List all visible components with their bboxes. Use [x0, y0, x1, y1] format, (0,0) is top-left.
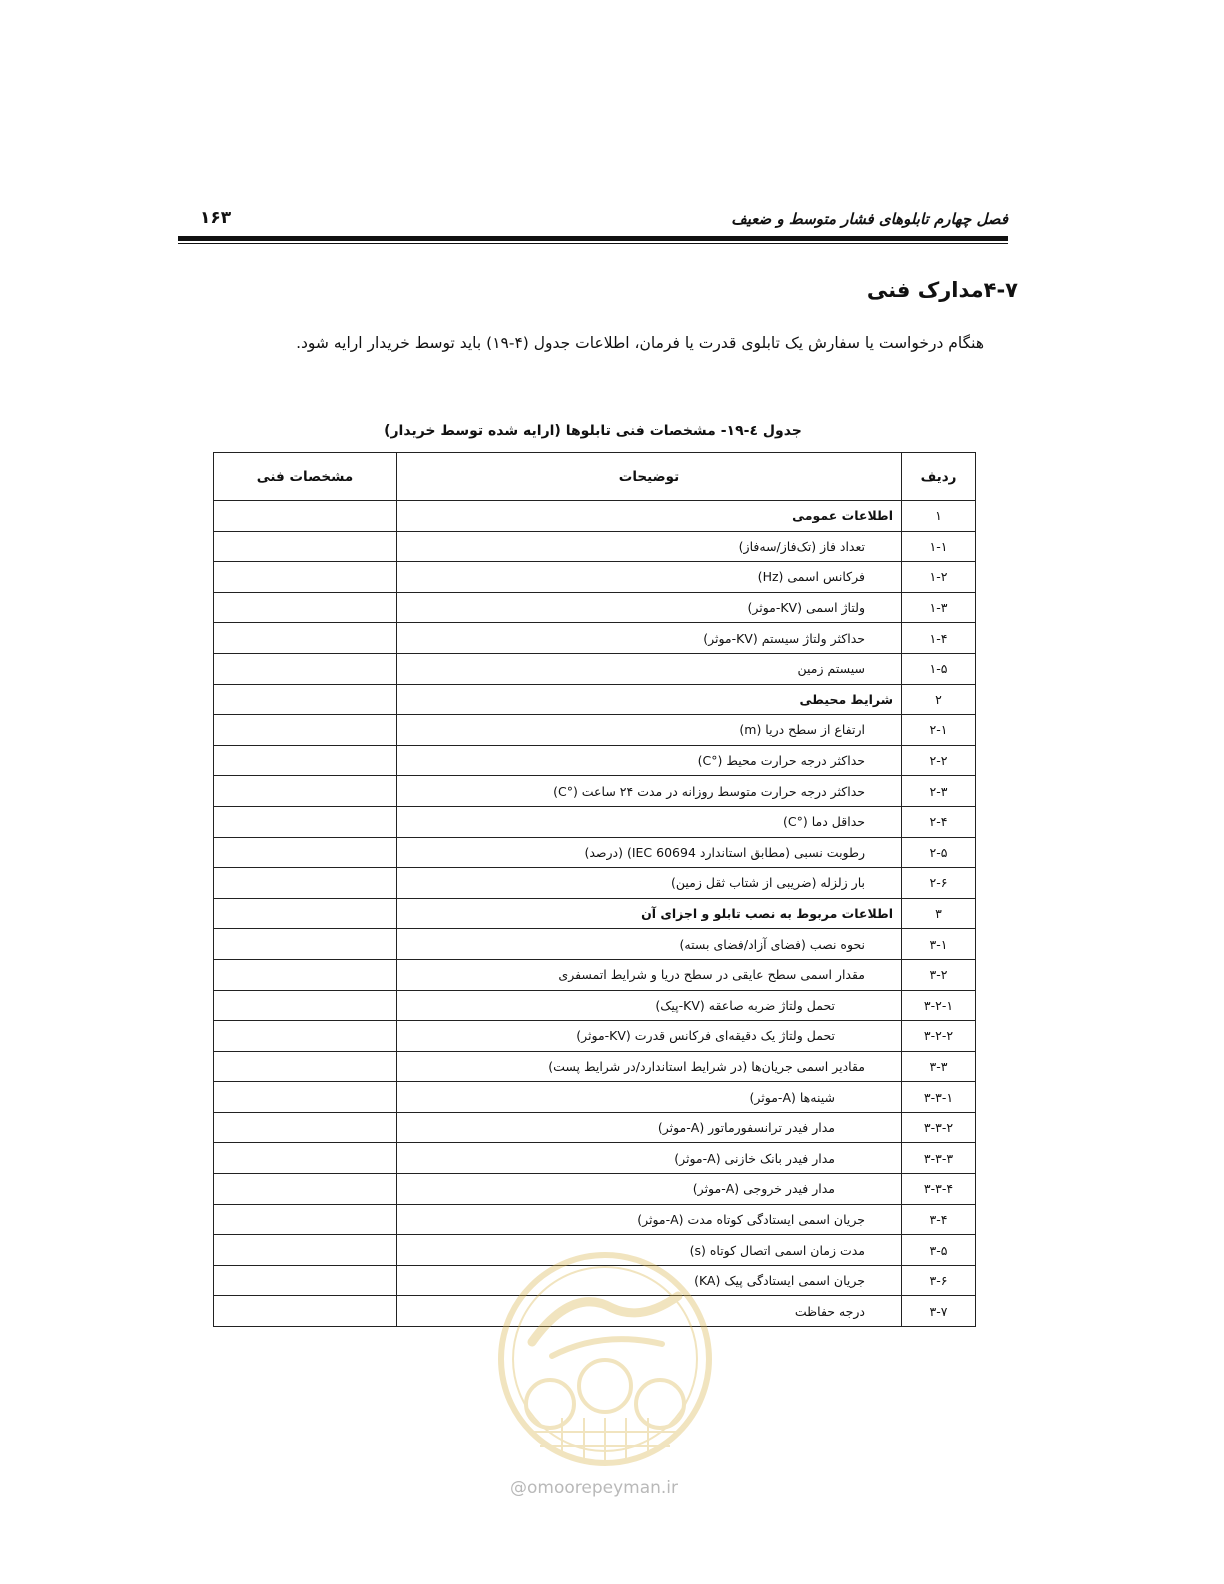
spec-value-cell[interactable] — [214, 1174, 397, 1205]
header-description: توضیحات — [397, 453, 902, 501]
row-number-cell: ۳-۳-۳ — [902, 1143, 976, 1174]
spec-value-cell[interactable] — [214, 776, 397, 807]
table-row — [214, 1174, 976, 1205]
description-cell: شینه‌ها (A-موثر) — [397, 1082, 902, 1113]
row-number-cell: ۱-۳ — [902, 592, 976, 623]
spec-value-cell[interactable] — [214, 868, 397, 899]
row-number-cell: ۲-۳ — [902, 776, 976, 807]
description-cell: فرکانس اسمی (Hz) — [397, 562, 902, 593]
table-row — [214, 959, 976, 990]
description-cell: اطلاعات مربوط به نصب تابلو و اجزای آن — [397, 898, 902, 929]
table-body — [214, 501, 976, 1327]
spec-value-cell[interactable] — [214, 990, 397, 1021]
row-number-cell: ۳-۳-۲ — [902, 1112, 976, 1143]
spec-value-cell[interactable] — [214, 1204, 397, 1235]
spec-value-cell[interactable] — [214, 1021, 397, 1052]
table-row — [214, 1112, 976, 1143]
chapter-title: فصل چهارم تابلوهای فشار متوسط و ضعیف — [731, 210, 1008, 228]
row-number-cell: ۳-۲ — [902, 959, 976, 990]
description-cell: حداکثر درجه حرارت متوسط روزانه در مدت ۲۴ ساعت (°C) — [397, 776, 902, 807]
table-row — [214, 806, 976, 837]
table-row — [214, 623, 976, 654]
row-number-cell: ۳-۷ — [902, 1296, 976, 1327]
table-row — [214, 562, 976, 593]
table-row — [214, 684, 976, 715]
row-number-cell: ۲-۶ — [902, 868, 976, 899]
description-cell: تحمل ولتاژ یک دقیقه‌ای فرکانس قدرت (KV-موثر) — [397, 1021, 902, 1052]
description-cell: تعداد فاز (تک‌فاز/سه‌فاز) — [397, 531, 902, 562]
header-rule-thick — [178, 236, 1008, 241]
description-cell: مدار فیدر ترانسفورماتور (A-موثر) — [397, 1112, 902, 1143]
spec-value-cell[interactable] — [214, 959, 397, 990]
table-row — [214, 1051, 976, 1082]
table-row — [214, 501, 976, 532]
description-cell: اطلاعات عمومی — [397, 501, 902, 532]
description-cell: حداقل دما (°C) — [397, 806, 902, 837]
table-row — [214, 868, 976, 899]
description-cell: جریان اسمی ایستادگی پیک (KA) — [397, 1265, 902, 1296]
table-row — [214, 745, 976, 776]
row-number-cell: ۱-۱ — [902, 531, 976, 562]
watermark-url: @omoorepeyman.ir — [510, 1478, 679, 1498]
row-number-cell: ۳-۳ — [902, 1051, 976, 1082]
description-cell: جریان اسمی ایستادگی کوتاه مدت (A-موثر) — [397, 1204, 902, 1235]
spec-value-cell[interactable] — [214, 715, 397, 746]
description-cell: حداکثر ولتاژ سیستم (KV-موثر) — [397, 623, 902, 654]
header-rule-thin — [178, 243, 1008, 244]
header-specs: مشخصات فنی — [214, 453, 397, 501]
description-cell: نحوه نصب (فضای آزاد/فضای بسته) — [397, 929, 902, 960]
spec-value-cell[interactable] — [214, 562, 397, 593]
table-row — [214, 898, 976, 929]
table-row — [214, 1021, 976, 1052]
intro-paragraph: هنگام درخواست یا سفارش یک تابلوی قدرت یا فرمان، اطلاعات جدول (۴-۱۹) باید توسط خریدار ارایه شود. — [296, 334, 984, 352]
watermark-logo — [492, 1246, 718, 1472]
row-number-cell: ۳ — [902, 898, 976, 929]
table-row — [214, 715, 976, 746]
table-row — [214, 837, 976, 868]
row-number-cell: ۳-۱ — [902, 929, 976, 960]
spec-value-cell[interactable] — [214, 592, 397, 623]
table-row — [214, 776, 976, 807]
table-row — [214, 929, 976, 960]
row-number-cell: ۳-۳-۱ — [902, 1082, 976, 1113]
spec-value-cell[interactable] — [214, 1265, 397, 1296]
spec-value-cell[interactable] — [214, 1296, 397, 1327]
description-cell: شرایط محیطی — [397, 684, 902, 715]
table-row — [214, 653, 976, 684]
page-number: ۱۶۳ — [200, 208, 232, 228]
table-header-row — [214, 453, 976, 501]
row-number-cell: ۳-۲-۲ — [902, 1021, 976, 1052]
row-number-cell: ۲-۲ — [902, 745, 976, 776]
row-number-cell: ۱-۵ — [902, 653, 976, 684]
spec-value-cell[interactable] — [214, 929, 397, 960]
row-number-cell: ۲-۵ — [902, 837, 976, 868]
spec-value-cell[interactable] — [214, 837, 397, 868]
spec-value-cell[interactable] — [214, 531, 397, 562]
description-cell: درجه حفاظت — [397, 1296, 902, 1327]
table-row — [214, 990, 976, 1021]
spec-value-cell[interactable] — [214, 1051, 397, 1082]
table-row — [214, 531, 976, 562]
table-row — [214, 1143, 976, 1174]
description-cell: ارتفاع از سطح دریا (m) — [397, 715, 902, 746]
row-number-cell: ۳-۵ — [902, 1235, 976, 1266]
row-number-cell: ۲-۴ — [902, 806, 976, 837]
row-number-cell: ۳-۴ — [902, 1204, 976, 1235]
description-cell: بار زلزله (ضریبی از شتاب ثقل زمین) — [397, 868, 902, 899]
spec-value-cell[interactable] — [214, 1143, 397, 1174]
table-row — [214, 1204, 976, 1235]
spec-value-cell[interactable] — [214, 653, 397, 684]
page-header — [178, 204, 1008, 248]
row-number-cell: ۲ — [902, 684, 976, 715]
spec-value-cell[interactable] — [214, 898, 397, 929]
section-heading: ۴-۷مدارک فنی — [866, 278, 1018, 302]
description-cell: مقادیر اسمی جریان‌ها (در شرایط استاندارد/در شرایط پست) — [397, 1051, 902, 1082]
spec-value-cell[interactable] — [214, 745, 397, 776]
table-row — [214, 592, 976, 623]
table-row — [214, 1082, 976, 1113]
description-cell: مدت زمان اسمی اتصال کوتاه (s) — [397, 1235, 902, 1266]
description-cell: سیستم زمین — [397, 653, 902, 684]
spec-value-cell[interactable] — [214, 623, 397, 654]
row-number-cell: ۱ — [902, 501, 976, 532]
row-number-cell: ۱-۲ — [902, 562, 976, 593]
description-cell: تحمل ولتاژ ضربه صاعقه (KV-پیک) — [397, 990, 902, 1021]
spec-value-cell[interactable] — [214, 501, 397, 532]
row-number-cell: ۱-۴ — [902, 623, 976, 654]
row-number-cell: ۳-۶ — [902, 1265, 976, 1296]
description-cell: مدار فیدر خروجی (A-موثر) — [397, 1174, 902, 1205]
spec-value-cell[interactable] — [214, 684, 397, 715]
row-number-cell: ۲-۱ — [902, 715, 976, 746]
spec-value-cell[interactable] — [214, 1082, 397, 1113]
row-number-cell: ۳-۳-۴ — [902, 1174, 976, 1205]
row-number-cell: ۳-۲-۱ — [902, 990, 976, 1021]
description-cell: رطوبت نسبی (مطابق استاندارد IEC 60694) (درصد) — [397, 837, 902, 868]
description-cell: حداکثر درجه حرارت محیط (°C) — [397, 745, 902, 776]
spec-table — [213, 452, 976, 1327]
description-cell: ولتاژ اسمی (KV-موثر) — [397, 592, 902, 623]
spec-value-cell[interactable] — [214, 806, 397, 837]
table-caption: جدول ٤-۱۹- مشخصات فنی تابلوها (ارایه شده توسط خریدار) — [384, 423, 802, 439]
description-cell: مقدار اسمی سطح عایقی در سطح دریا و شرایط اتمسفری — [397, 959, 902, 990]
spec-value-cell[interactable] — [214, 1112, 397, 1143]
spec-value-cell[interactable] — [214, 1235, 397, 1266]
description-cell: مدار فیدر بانک خازنی (A-موثر) — [397, 1143, 902, 1174]
header-row-number: ردیف — [902, 453, 976, 501]
